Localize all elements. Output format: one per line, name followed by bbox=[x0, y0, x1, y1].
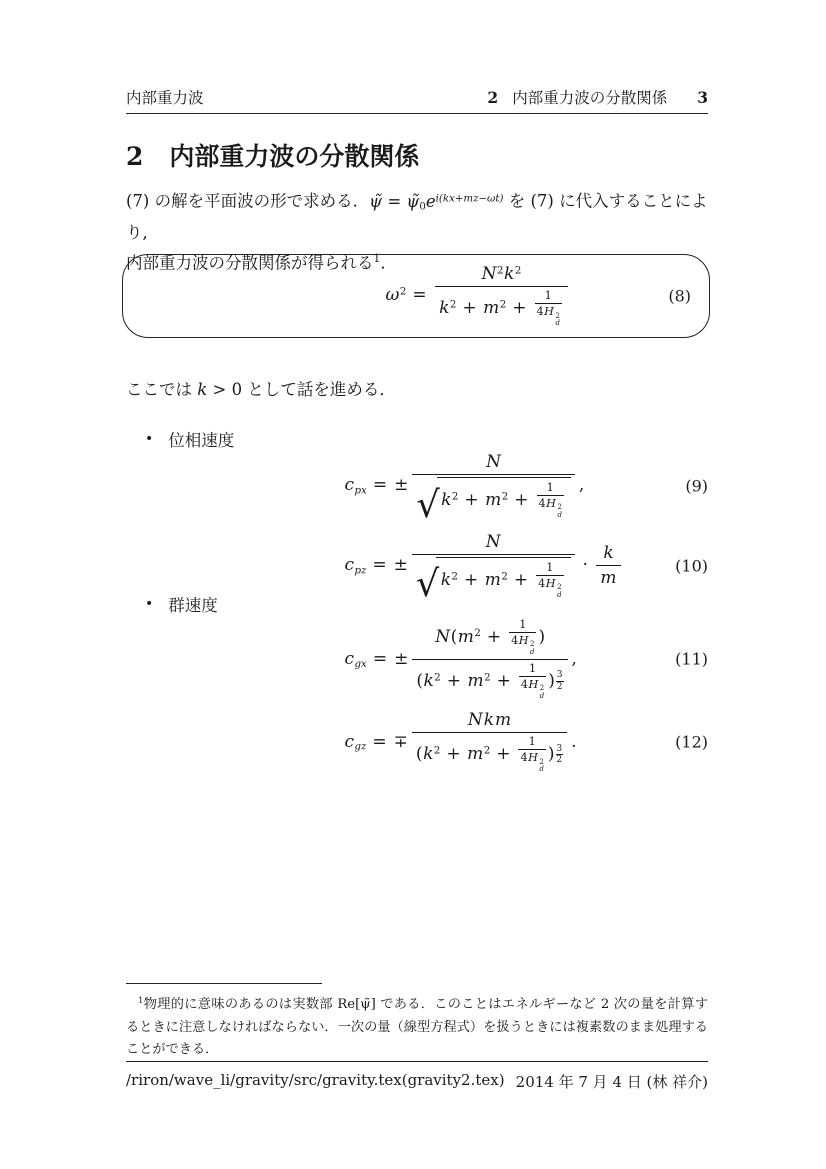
math-token: 2 bbox=[451, 491, 459, 503]
math-token: k bbox=[439, 297, 450, 318]
math-token: 2 bbox=[514, 265, 522, 277]
sqrt-expression bbox=[415, 557, 571, 606]
trailing-punctuation: , bbox=[571, 648, 577, 669]
math-token: H bbox=[528, 677, 539, 691]
fraction-denominator bbox=[435, 286, 568, 328]
bullet-phase-velocity bbox=[145, 427, 234, 451]
cgz-formula bbox=[344, 710, 577, 774]
inner-fraction bbox=[536, 561, 563, 600]
sqrt-expression bbox=[416, 477, 571, 526]
equation-9 bbox=[126, 452, 708, 526]
h-sup-sub bbox=[530, 641, 534, 656]
math-token: 4 bbox=[511, 634, 519, 647]
page-header bbox=[126, 86, 708, 114]
math-token: ( bbox=[416, 670, 423, 691]
k-over-m-fraction bbox=[596, 543, 621, 588]
math-token: px bbox=[354, 485, 367, 497]
math-token: m bbox=[485, 489, 502, 510]
math-token: N bbox=[485, 531, 501, 552]
k2-m2-term bbox=[423, 661, 548, 700]
math-token: 4 bbox=[520, 751, 528, 765]
math-token: + bbox=[514, 489, 529, 510]
k2-m2-term bbox=[439, 289, 564, 328]
math-token: ± bbox=[394, 475, 409, 496]
footnote-block bbox=[126, 983, 708, 1062]
math-token: d bbox=[557, 590, 562, 599]
math-token: N bbox=[481, 264, 497, 285]
bullet-label: 位相速度 bbox=[168, 431, 235, 450]
inner-fraction bbox=[537, 481, 564, 520]
math-token: · bbox=[582, 555, 588, 576]
math-token: c bbox=[344, 731, 355, 752]
math-token: N bbox=[435, 626, 451, 647]
math-token: 2 bbox=[501, 570, 508, 582]
fraction-denominator bbox=[535, 303, 562, 328]
equation-11 bbox=[126, 618, 708, 700]
math-token: 2 bbox=[557, 583, 562, 592]
exponent-three-halves bbox=[556, 744, 564, 766]
bullet-group-velocity bbox=[145, 592, 218, 616]
paragraph-text: 内部重力波の分散関係が得られる bbox=[126, 253, 374, 273]
inline-math-k-positive bbox=[197, 380, 242, 399]
math-token: d bbox=[557, 511, 562, 520]
exponent-three-halves bbox=[556, 670, 564, 692]
fraction-numerator bbox=[431, 618, 549, 659]
math-token: N bbox=[467, 710, 483, 731]
fraction-denominator bbox=[519, 676, 546, 701]
math-token: H bbox=[546, 497, 556, 510]
equation-number: (12) bbox=[675, 732, 708, 752]
math-token: 2 bbox=[474, 628, 481, 640]
math-token: d bbox=[530, 648, 535, 657]
math-token: k bbox=[423, 670, 434, 691]
fraction-denominator bbox=[412, 659, 567, 701]
fraction-denominator bbox=[412, 732, 567, 774]
math-token: H bbox=[544, 305, 554, 319]
radicand bbox=[436, 557, 570, 600]
running-head-section-title: 内部重力波の分散関係 bbox=[512, 89, 668, 107]
math-token: 1 bbox=[546, 481, 554, 494]
fraction-numerator bbox=[463, 710, 515, 732]
math-token: + bbox=[446, 744, 461, 765]
math-token: 2 bbox=[556, 681, 563, 692]
math-token: 2 bbox=[497, 265, 504, 277]
bullet-label: 群速度 bbox=[168, 596, 218, 615]
math-token: pz bbox=[354, 565, 367, 577]
equation-number: (9) bbox=[685, 476, 708, 496]
math-token: 2 bbox=[399, 286, 407, 298]
section-heading bbox=[126, 137, 419, 173]
math-token: + bbox=[446, 670, 461, 691]
math-token: 2 bbox=[434, 671, 441, 683]
math-token: 1 bbox=[546, 560, 554, 574]
lead-sentence bbox=[126, 377, 710, 403]
math-token: 4 bbox=[520, 677, 528, 691]
k2-m2-term bbox=[423, 735, 548, 774]
footer-date-author: 2014 年 7 月 4 日 (林 祥介) bbox=[515, 1073, 708, 1091]
math-token: 2 bbox=[483, 745, 491, 757]
math-token: k bbox=[483, 710, 495, 731]
math-token: + bbox=[464, 569, 479, 590]
paragraph-text: (7) の解を平面波の形で求める． bbox=[126, 191, 370, 211]
math-token: 0 bbox=[419, 201, 426, 213]
math-token: 2 bbox=[484, 671, 491, 683]
equation-8 bbox=[123, 264, 709, 328]
equation-number: (10) bbox=[675, 556, 708, 576]
math-token: m bbox=[600, 568, 617, 589]
math-token: 2 bbox=[499, 299, 507, 311]
math-token bbox=[599, 543, 618, 565]
cgx-formula bbox=[344, 618, 577, 700]
math-token: 1 bbox=[519, 618, 527, 631]
running-head-section-number: 2 bbox=[487, 88, 499, 107]
fraction-denominator bbox=[536, 575, 563, 600]
footnote-body: 物理的に意味のあるのは実数部 Re[ψ̃] である．このことはエネルギーなど 2 次の量を計算するときに注意しなければならない．一次の量（線型方程式）を扱うときには複素数のまま処理することができる． bbox=[126, 997, 708, 1058]
footnote-mark: 1 bbox=[138, 996, 144, 1006]
math-token: ) bbox=[547, 744, 555, 765]
fraction-denominator bbox=[518, 749, 545, 774]
math-token: m bbox=[483, 297, 500, 318]
math-token: 2 bbox=[556, 755, 563, 766]
math-token: 2 bbox=[539, 684, 545, 693]
page-number: 3 bbox=[697, 88, 708, 107]
main-fraction bbox=[412, 710, 567, 774]
main-fraction bbox=[412, 531, 575, 606]
fraction-numerator bbox=[482, 452, 506, 474]
math-token: k bbox=[441, 489, 452, 510]
footnote-reference: 1 bbox=[373, 252, 381, 266]
equation-12 bbox=[126, 710, 708, 774]
paragraph-text: を (7) に代入することにより, bbox=[126, 191, 708, 243]
math-token: + bbox=[486, 626, 502, 647]
math-token: m bbox=[467, 670, 484, 691]
main-fraction bbox=[412, 452, 575, 526]
math-token: m bbox=[457, 626, 474, 647]
math-token: ψ̃ bbox=[406, 191, 420, 211]
fraction-denominator bbox=[509, 632, 536, 657]
math-token: H bbox=[518, 634, 529, 647]
inner-fraction bbox=[519, 662, 546, 701]
math-token: k bbox=[423, 744, 434, 765]
math-token: ± bbox=[393, 555, 408, 576]
main-fraction bbox=[412, 618, 567, 700]
math-token: 2 bbox=[501, 491, 509, 503]
fraction-numerator bbox=[477, 264, 525, 286]
bullet-icon: • bbox=[145, 596, 154, 612]
paragraph-text: ． bbox=[380, 253, 397, 273]
math-token: = bbox=[372, 648, 388, 669]
section-title: 内部重力波の分散関係 bbox=[169, 142, 420, 171]
math-token: gz bbox=[354, 741, 367, 753]
math-token: + bbox=[496, 670, 511, 691]
math-token: d bbox=[555, 319, 560, 328]
cpz-formula bbox=[344, 531, 623, 606]
h-sup-sub bbox=[540, 685, 544, 700]
math-token: = bbox=[387, 191, 402, 211]
math-token: ψ̃ bbox=[369, 191, 383, 211]
math-token: = bbox=[372, 555, 387, 576]
math-token: = bbox=[372, 475, 388, 496]
math-token: = bbox=[412, 285, 427, 306]
math-token: 3 bbox=[556, 743, 563, 754]
math-token bbox=[596, 565, 621, 588]
k2-m2-term bbox=[441, 481, 566, 520]
math-token: 1 bbox=[528, 735, 536, 749]
running-head-right bbox=[487, 86, 708, 108]
equation-number: (11) bbox=[675, 649, 708, 669]
inline-plane-wave-formula bbox=[369, 192, 503, 211]
math-token: H bbox=[528, 751, 538, 765]
math-token: + bbox=[464, 489, 479, 510]
inner-fraction bbox=[518, 735, 545, 774]
math-token: c bbox=[344, 475, 355, 496]
h-sup-sub bbox=[555, 313, 559, 328]
section-number: 2 bbox=[126, 142, 144, 171]
fraction-denominator bbox=[537, 495, 564, 520]
math-token: ± bbox=[394, 648, 409, 669]
math-token: 2 bbox=[433, 745, 441, 757]
radical-sign: √ bbox=[415, 562, 440, 606]
math-token: m bbox=[495, 710, 512, 731]
page-footer bbox=[126, 1061, 708, 1092]
dispersion-relation-formula bbox=[385, 264, 570, 328]
math-token: ω bbox=[385, 285, 400, 306]
math-token: d bbox=[539, 765, 544, 774]
math-token: + bbox=[512, 297, 527, 318]
math-token: = bbox=[372, 731, 387, 752]
h-sup-sub bbox=[539, 759, 543, 774]
math-token: N bbox=[486, 452, 502, 472]
fraction-denominator bbox=[412, 474, 575, 526]
math-token: 1 bbox=[528, 661, 537, 675]
math-token: > 0 bbox=[207, 380, 243, 399]
footer-source-path: /riron/wave_li/gravity/src/gravity.tex(gravity2.tex) bbox=[126, 1071, 505, 1089]
h-sup-sub bbox=[557, 504, 561, 519]
footnote-rule bbox=[126, 983, 322, 984]
bullet-icon: • bbox=[145, 431, 154, 447]
math-token: c bbox=[344, 555, 355, 576]
math-token: + bbox=[496, 744, 511, 765]
radicand bbox=[437, 477, 571, 520]
math-token: + bbox=[513, 569, 529, 590]
math-token: + bbox=[462, 297, 477, 318]
fraction-denominator bbox=[412, 554, 575, 606]
boxed-equation bbox=[122, 254, 710, 338]
cpx-formula bbox=[344, 452, 585, 526]
h-sup-sub bbox=[557, 584, 561, 599]
math-token: k bbox=[440, 569, 452, 590]
math-token: ∓ bbox=[393, 731, 408, 752]
footnote-text bbox=[126, 990, 708, 1062]
math-token: ( bbox=[415, 744, 423, 765]
math-token: 2 bbox=[557, 503, 562, 512]
math-token: 2 bbox=[539, 757, 544, 766]
math-token: 2 bbox=[555, 311, 560, 320]
math-token: 2 bbox=[449, 299, 457, 311]
inner-fraction bbox=[509, 618, 536, 657]
fraction-numerator bbox=[481, 532, 505, 554]
math-token: 3 bbox=[556, 670, 563, 681]
math-token: i(kx+mz−ωt) bbox=[435, 193, 504, 204]
k2-m2-term bbox=[440, 560, 565, 599]
math-token: ( bbox=[450, 626, 458, 647]
math-token: gx bbox=[354, 658, 367, 670]
main-fraction bbox=[435, 264, 568, 328]
math-token: 2 bbox=[451, 570, 459, 582]
math-token: 2 bbox=[530, 640, 535, 649]
math-token: k bbox=[603, 543, 614, 564]
trailing-punctuation: , bbox=[578, 475, 585, 496]
math-token: m bbox=[484, 569, 501, 590]
math-token: 4 bbox=[536, 305, 544, 319]
group-velocity-equations bbox=[126, 618, 708, 774]
math-token: k bbox=[197, 380, 208, 399]
math-token: e bbox=[425, 191, 436, 211]
math-token: 1 bbox=[544, 289, 552, 303]
math-token: 4 bbox=[538, 497, 546, 510]
trailing-punctuation: . bbox=[571, 731, 577, 752]
equation-number: (8) bbox=[668, 286, 691, 306]
math-token: c bbox=[344, 648, 355, 669]
paragraph-text: ここでは bbox=[126, 380, 198, 399]
math-token: m bbox=[467, 744, 484, 765]
math-token: k bbox=[504, 264, 515, 285]
math-token: 4 bbox=[538, 576, 546, 590]
math-token: d bbox=[539, 691, 545, 700]
paragraph-text: として話を進める． bbox=[242, 380, 396, 399]
math-token: ) bbox=[548, 670, 555, 691]
radical-sign: √ bbox=[416, 482, 440, 526]
inner-fraction bbox=[535, 289, 562, 328]
math-token: H bbox=[545, 576, 556, 590]
running-head-left: 内部重力波 bbox=[126, 89, 204, 107]
math-token: ) bbox=[538, 626, 546, 647]
